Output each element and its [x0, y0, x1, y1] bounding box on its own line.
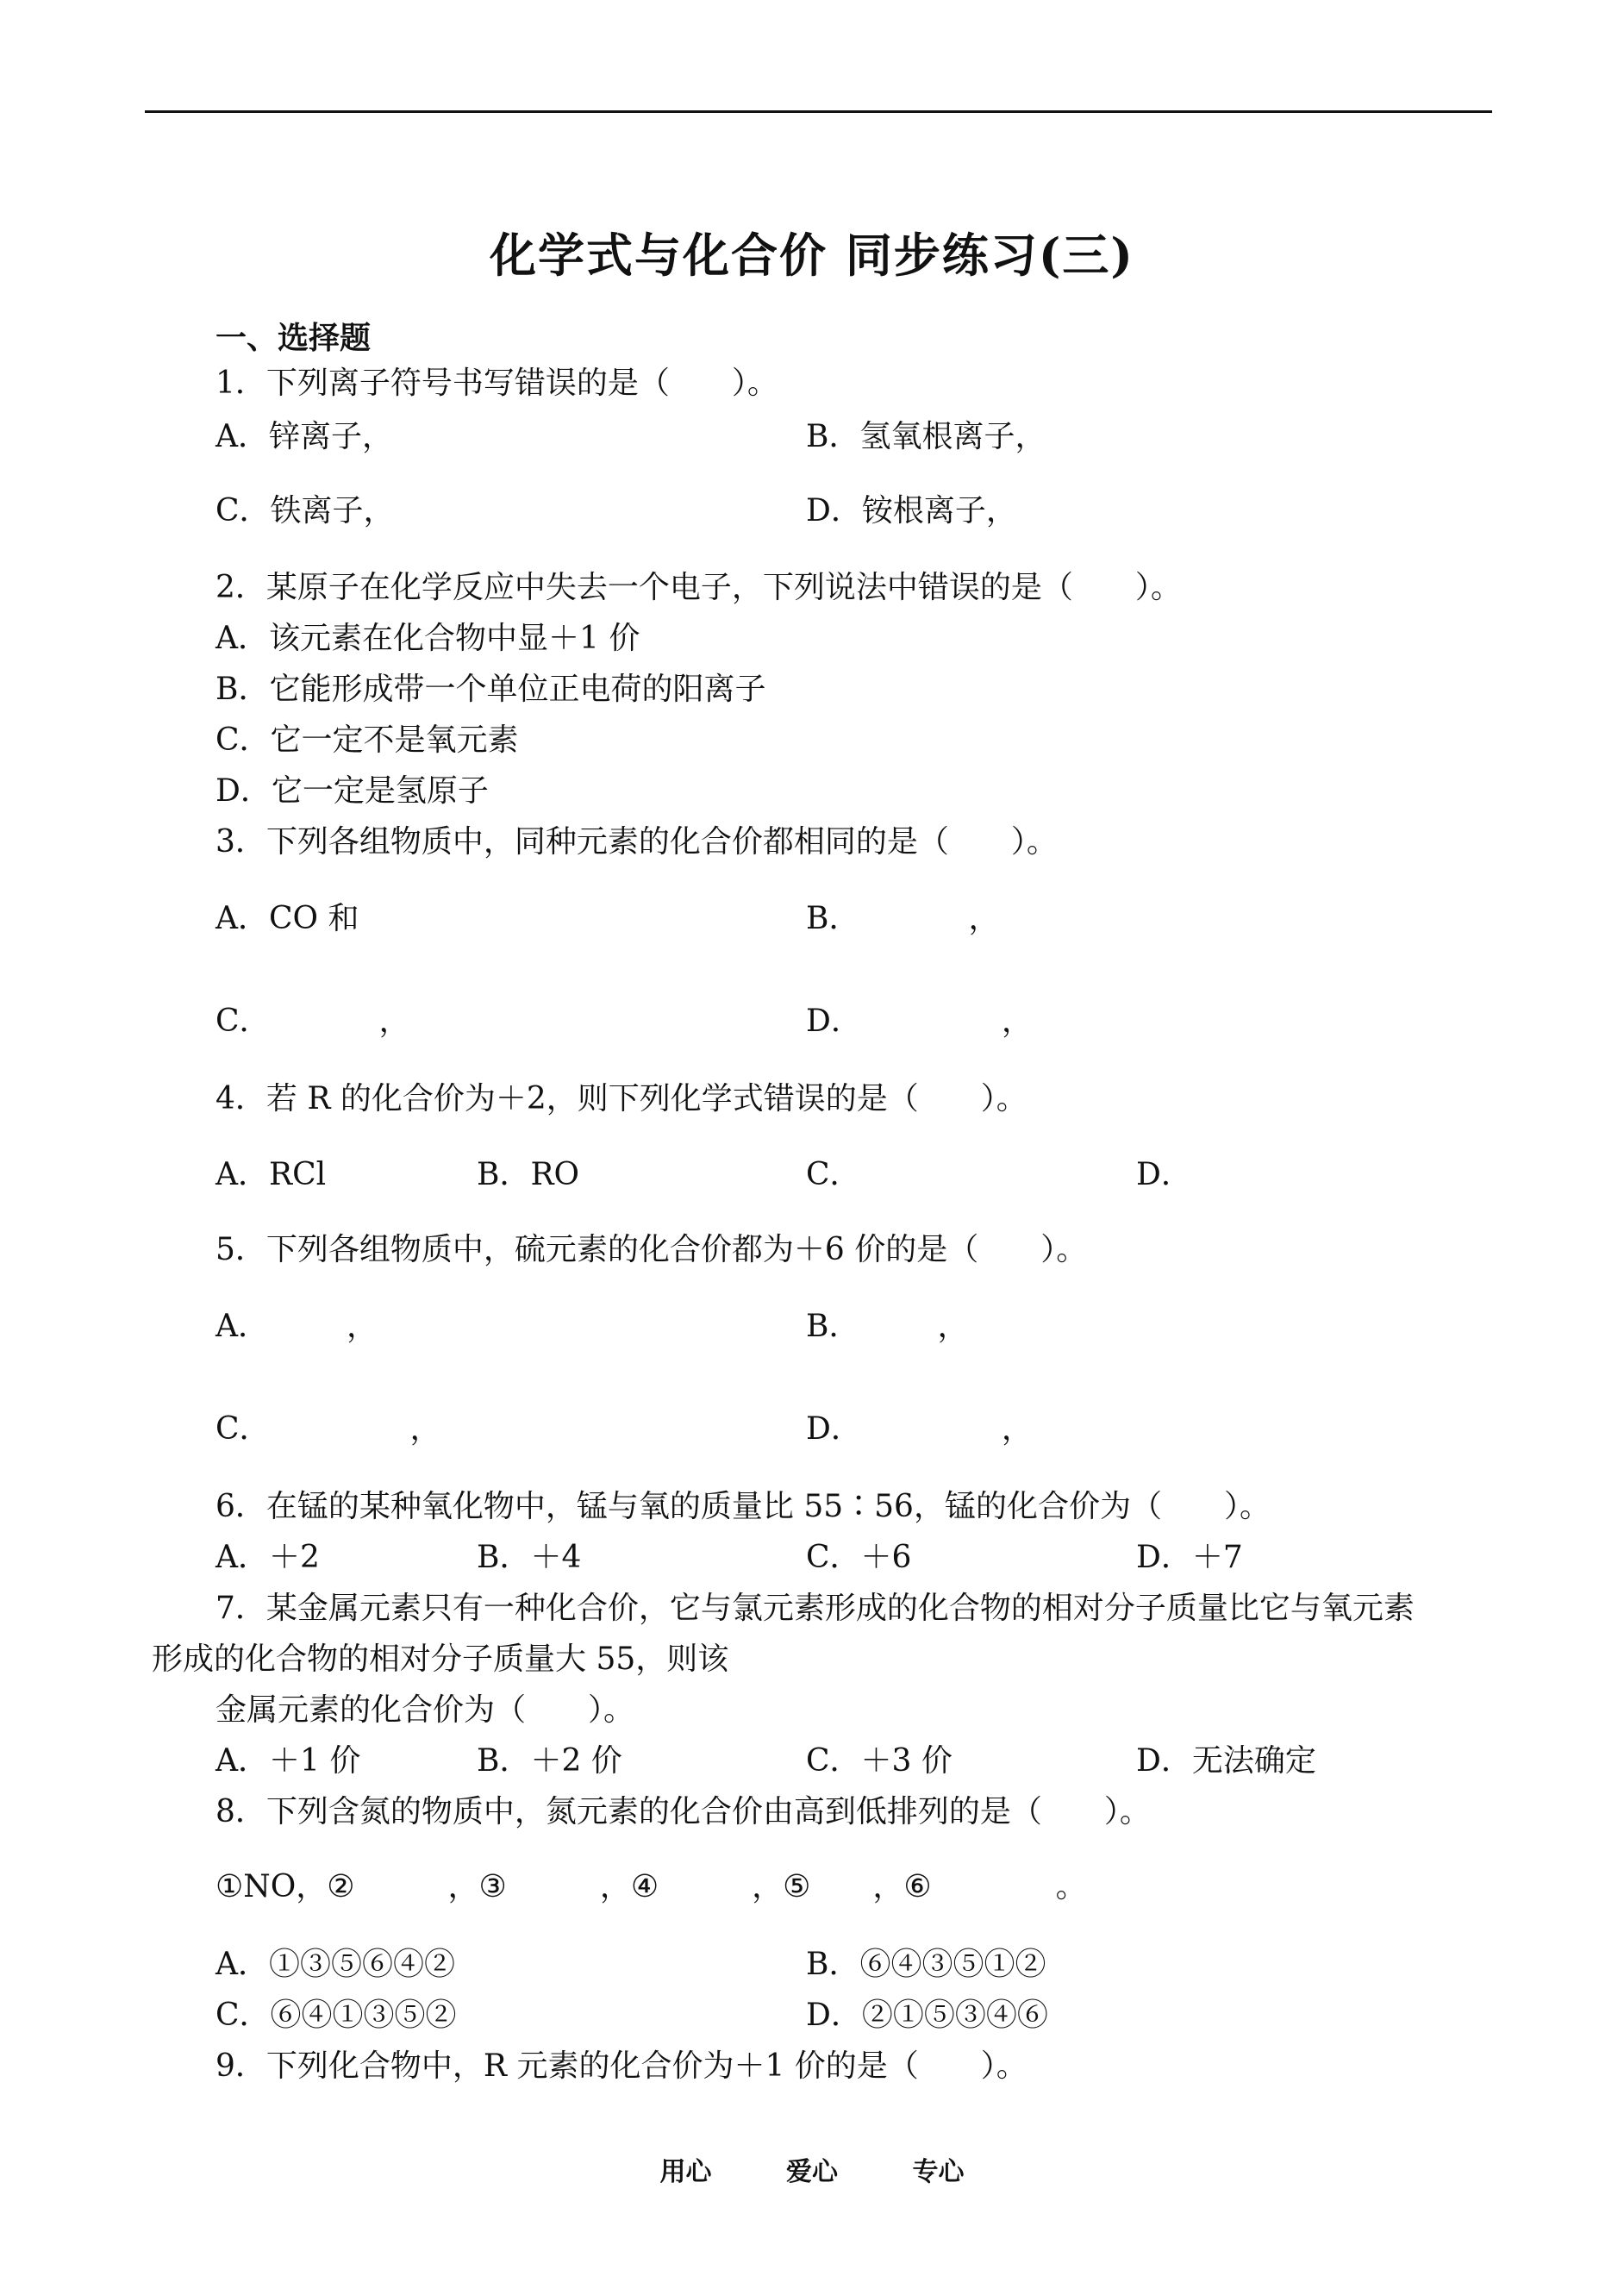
q3-option-b: B． ，	[806, 901, 1000, 936]
q4-option-d: D．	[1136, 1157, 1192, 1192]
q6-option-a: A．＋2	[215, 1540, 320, 1575]
section-heading: 一、选择题	[215, 320, 372, 356]
q4-option-b: B．RO	[477, 1157, 580, 1192]
q8-option-c: C．⑥④①③⑤②	[215, 1998, 457, 2033]
header-rule	[145, 110, 1492, 113]
q6-option-b: B．＋4	[477, 1540, 582, 1575]
q1-option-b: B．氢氧根离子，	[806, 419, 1046, 454]
q6-option-c: C．＋6	[806, 1540, 912, 1575]
q2-option-c: C．它一定不是氧元素	[215, 722, 519, 758]
q7-option-a: A．＋1 价	[215, 1743, 361, 1779]
footer-word-2: 爱心	[786, 2157, 838, 2187]
q1-option-c: C．铁离子，	[215, 493, 395, 528]
q8-option-a: A．①③⑤⑥④②	[215, 1947, 455, 1982]
q2-stem: 2．某原子在化学反应中失去一个电子，下列说法中错误的是（ ）。	[215, 570, 1182, 605]
q8-items: ①NO，② ，③ ，④ ，⑤ ，⑥ 。	[215, 1869, 1087, 1904]
q1-option-a: A．锌离子，	[215, 419, 393, 454]
q4-option-c: C．	[806, 1157, 861, 1192]
q3-stem: 3．下列各组物质中，同种元素的化合价都相同的是（ ）。	[215, 824, 1058, 860]
q2-option-d: D．它一定是氢原子	[215, 773, 489, 809]
q5-option-d: D． ，	[806, 1411, 1033, 1447]
q7-option-d: D．无法确定	[1136, 1743, 1316, 1779]
q3-option-a: A．CO 和	[215, 901, 359, 936]
q5-option-b: B． ，	[806, 1309, 969, 1344]
page-title: 化学式与化合价 同步练习(三)	[490, 228, 1134, 283]
q7-option-c: C．＋3 价	[806, 1743, 953, 1779]
q3-option-d: D． ，	[806, 1004, 1033, 1039]
q2-option-b: B．它能形成带一个单位正电荷的阳离子	[215, 672, 766, 707]
q8-option-d: D．②①⑤③④⑥	[806, 1998, 1048, 2033]
q6-stem: 6．在锰的某种氧化物中，锰与氧的质量比 55∶56，锰的化合价为（ ）。	[215, 1489, 1271, 1524]
footer-word-3: 专心	[912, 2157, 965, 2187]
q5-option-a: A． ，	[215, 1309, 378, 1344]
q7-stem-line3: 金属元素的化合价为（ ）。	[215, 1692, 635, 1728]
q5-option-c: C． ，	[215, 1411, 441, 1447]
q5-stem: 5．下列各组物质中，硫元素的化合价都为＋6 价的是（ ）。	[215, 1232, 1088, 1267]
q8-stem: 8．下列含氮的物质中，氮元素的化合价由高到低排列的是（ ）。	[215, 1794, 1151, 1829]
q7-option-b: B．＋2 价	[477, 1743, 622, 1779]
q7-stem-line2: 形成的化合物的相对分子质量大 55，则该	[152, 1642, 729, 1677]
q2-option-a: A．该元素在化合物中显＋1 价	[215, 621, 640, 656]
q4-option-a: A．RCl	[215, 1157, 327, 1192]
q7-stem: 7．某金属元素只有一种化合价，它与氯元素形成的化合物的相对分子质量比它与氧元素	[215, 1591, 1415, 1626]
q9-stem: 9．下列化合物中，R 元素的化合价为＋1 价的是（ ）。	[215, 2048, 1027, 2084]
q8-option-b: B．⑥④③⑤①②	[806, 1947, 1046, 1982]
q1-option-d: D．铵根离子，	[806, 493, 1017, 528]
q3-option-c: C． ，	[215, 1004, 410, 1039]
page-footer	[0, 2150, 1624, 2188]
q4-stem: 4．若 R 的化合价为＋2，则下列化学式错误的是（ ）。	[215, 1081, 1027, 1116]
q1-stem: 1．下列离子符号书写错误的是（ ）。	[215, 366, 778, 401]
footer-word-1: 用心	[659, 2157, 712, 2187]
q6-option-d: D．＋7	[1136, 1540, 1243, 1575]
